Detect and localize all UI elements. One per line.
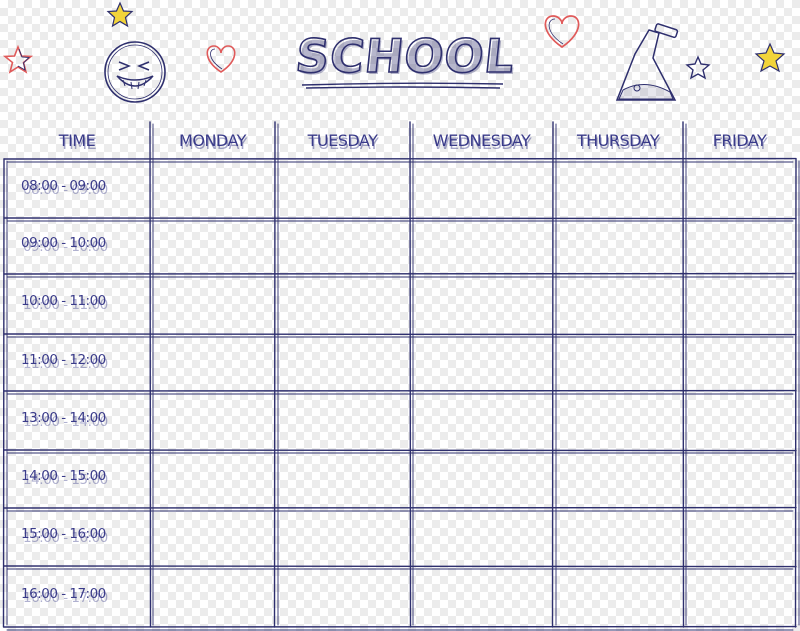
timetable-cell-wednesday[interactable] xyxy=(414,512,551,564)
time-slot-label: 08:00 - 09:00 xyxy=(21,177,106,194)
timetable-cell-thursday[interactable] xyxy=(557,278,681,332)
timetable-cell-monday[interactable] xyxy=(154,512,273,564)
timetable-cell-thursday[interactable] xyxy=(557,222,681,272)
column-header-friday: FRIDAY xyxy=(712,131,767,150)
timetable-cell-tuesday[interactable] xyxy=(279,395,408,448)
timetable-cell-friday[interactable] xyxy=(687,338,794,389)
column-header-wednesday: WEDNESDAY xyxy=(432,131,531,150)
timetable-cell-monday[interactable] xyxy=(154,338,273,389)
timetable-cell-wednesday[interactable] xyxy=(414,278,551,332)
timetable-cell-friday[interactable] xyxy=(687,512,794,564)
grid-row-line xyxy=(4,450,796,451)
grid-column-line xyxy=(150,122,151,627)
timetable-cell-tuesday[interactable] xyxy=(279,512,408,564)
grid-column-line xyxy=(683,122,684,627)
timetable-cell-monday[interactable] xyxy=(154,163,273,216)
timetable-cell-thursday[interactable] xyxy=(557,454,681,506)
timetable-cell-monday[interactable] xyxy=(154,278,273,332)
timetable-cell-thursday[interactable] xyxy=(557,512,681,564)
time-slot-label: 09:00 - 10:00 xyxy=(21,235,106,251)
column-header-thursday: THURSDAY xyxy=(576,131,660,150)
timetable-cell-friday[interactable] xyxy=(687,454,794,506)
timetable-cell-tuesday[interactable] xyxy=(279,163,408,216)
timetable-cell-thursday[interactable] xyxy=(557,395,681,448)
timetable-cell-wednesday[interactable] xyxy=(414,570,551,625)
timetable-cell-friday[interactable] xyxy=(687,570,794,625)
timetable-cell-monday[interactable] xyxy=(154,570,273,625)
grid-row-line xyxy=(4,218,796,219)
timetable-cell-tuesday[interactable] xyxy=(279,570,408,625)
grid-column-line xyxy=(275,122,276,627)
time-slot-label: 14:00 - 15:00 xyxy=(21,468,106,484)
grid-row-line xyxy=(4,334,796,335)
timetable-cell-tuesday[interactable] xyxy=(279,278,408,332)
timetable-cell-wednesday[interactable] xyxy=(414,395,551,448)
timetable-cell-wednesday[interactable] xyxy=(414,222,551,272)
timetable-cell-tuesday[interactable] xyxy=(279,338,408,389)
grid-column-line xyxy=(553,122,554,627)
timetable-cell-monday[interactable] xyxy=(154,395,273,448)
timetable-cell-friday[interactable] xyxy=(687,163,794,216)
grid-row-line xyxy=(4,566,796,567)
time-slot-label: 10:00 - 11:00 xyxy=(21,293,106,309)
timetable-cell-tuesday[interactable] xyxy=(279,222,408,272)
timetable-cell-tuesday[interactable] xyxy=(279,454,408,506)
timetable-cell-wednesday[interactable] xyxy=(414,338,551,389)
timetable-cell-thursday[interactable] xyxy=(557,570,681,625)
grid-column-line xyxy=(796,159,797,627)
title-text: SCHOOL xyxy=(292,29,518,83)
time-slot-label: 11:00 - 12:00 xyxy=(21,351,106,368)
grid-column-line xyxy=(410,122,411,627)
timetable-cell-wednesday[interactable] xyxy=(414,454,551,506)
timetable-cell-monday[interactable] xyxy=(154,454,273,506)
timetable-cell-friday[interactable] xyxy=(687,222,794,272)
timetable-cell-thursday[interactable] xyxy=(557,163,681,216)
column-header-tuesday: TUESDAY xyxy=(307,131,378,150)
column-header-time: TIME xyxy=(58,131,96,150)
timetable-cell-friday[interactable] xyxy=(687,395,794,448)
time-slot-label: 15:00 - 16:00 xyxy=(21,526,106,542)
timetable-cell-monday[interactable] xyxy=(154,222,273,272)
column-header-monday: MONDAY xyxy=(179,131,246,150)
time-slot-label: 16:00 - 17:00 xyxy=(21,585,106,602)
time-slot-label: 13:00 - 14:00 xyxy=(21,409,106,426)
timetable-cell-friday[interactable] xyxy=(687,278,794,332)
timetable-cell-thursday[interactable] xyxy=(557,338,681,389)
timetable-cell-wednesday[interactable] xyxy=(414,163,551,216)
